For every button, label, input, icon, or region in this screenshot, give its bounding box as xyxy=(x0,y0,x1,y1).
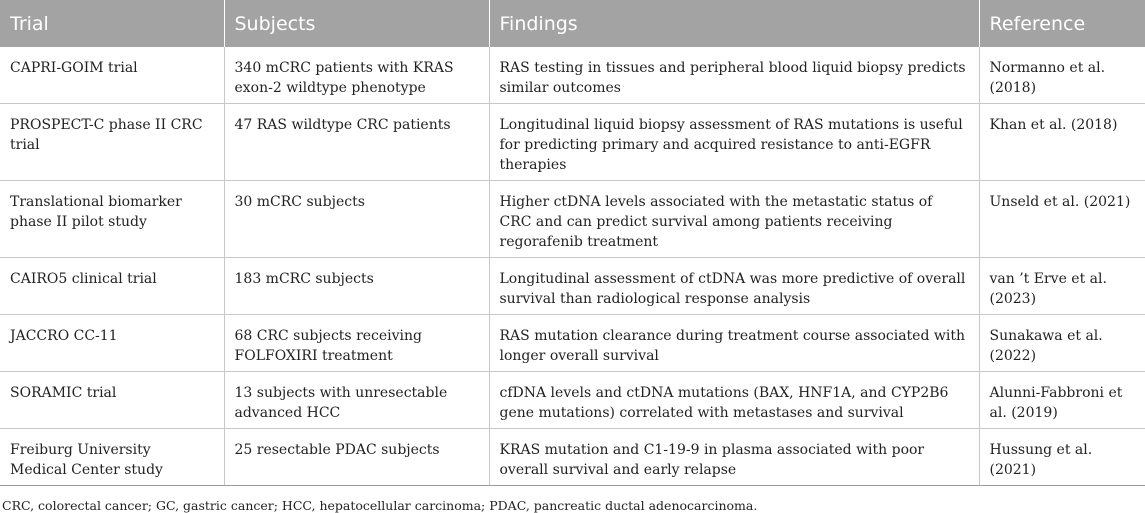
cell-findings: RAS testing in tissues and peripheral blood liquid biopsy predicts similar outcomes xyxy=(489,47,979,104)
table-row xyxy=(0,429,1145,486)
cell-trial: PROSPECT-C phase II CRC trial xyxy=(0,104,224,181)
table-body xyxy=(0,47,1145,486)
cell-subjects: 47 RAS wildtype CRC patients xyxy=(224,104,489,181)
cell-reference: Alunni-Fabbroni et al. (2019) xyxy=(979,372,1145,429)
cell-trial: Translational biomarker phase II pilot study xyxy=(0,181,224,258)
table-row xyxy=(0,258,1145,315)
table-footnote: CRC, colorectal cancer; GC, gastric cancer; HCC, hepatocellular carcinoma; PDAC, pancreatic ductal adenocarcinoma. xyxy=(2,498,758,513)
cell-trial: CAPRI-GOIM trial xyxy=(0,47,224,104)
table-row xyxy=(0,372,1145,429)
header-trial: Trial xyxy=(0,0,224,47)
cell-subjects: 30 mCRC subjects xyxy=(224,181,489,258)
cell-reference: Hussung et al. (2021) xyxy=(979,429,1145,486)
table-header xyxy=(0,0,1145,47)
cell-reference: Sunakawa et al. (2022) xyxy=(979,315,1145,372)
cell-findings: Higher ctDNA levels associated with the metastatic status of CRC and can predict survival among patients receiving regorafenib treatment xyxy=(489,181,979,258)
table-row xyxy=(0,47,1145,104)
cell-findings: Longitudinal assessment of ctDNA was more predictive of overall survival than radiological response analysis xyxy=(489,258,979,315)
table-row xyxy=(0,315,1145,372)
cell-findings: KRAS mutation and C1-19-9 in plasma associated with poor overall survival and early relapse xyxy=(489,429,979,486)
cell-subjects: 68 CRC subjects receiving FOLFOXIRI treatment xyxy=(224,315,489,372)
cell-reference: Unseld et al. (2021) xyxy=(979,181,1145,258)
cell-subjects: 25 resectable PDAC subjects xyxy=(224,429,489,486)
cell-subjects: 13 subjects with unresectable advanced HCC xyxy=(224,372,489,429)
header-reference: Reference xyxy=(979,0,1145,47)
table-row xyxy=(0,181,1145,258)
cell-findings: RAS mutation clearance during treatment course associated with longer overall survival xyxy=(489,315,979,372)
cell-trial: Freiburg University Medical Center study xyxy=(0,429,224,486)
header-subjects: Subjects xyxy=(224,0,489,47)
cell-trial: JACCRO CC-11 xyxy=(0,315,224,372)
cell-reference: Normanno et al. (2018) xyxy=(979,47,1145,104)
cell-findings: cfDNA levels and ctDNA mutations (BAX, HNF1A, and CYP2B6 gene mutations) correlated with metastases and survival xyxy=(489,372,979,429)
header-findings: Findings xyxy=(489,0,979,47)
cell-subjects: 340 mCRC patients with KRAS exon-2 wildtype phenotype xyxy=(224,47,489,104)
table-row xyxy=(0,104,1145,181)
cell-reference: Khan et al. (2018) xyxy=(979,104,1145,181)
cell-subjects: 183 mCRC subjects xyxy=(224,258,489,315)
header-row xyxy=(0,0,1145,47)
cell-reference: van ’t Erve et al. (2023) xyxy=(979,258,1145,315)
cell-trial: SORAMIC trial xyxy=(0,372,224,429)
cell-findings: Longitudinal liquid biopsy assessment of RAS mutations is useful for predicting primary and acquired resistance to anti-EGFR therapies xyxy=(489,104,979,181)
cell-trial: CAIRO5 clinical trial xyxy=(0,258,224,315)
